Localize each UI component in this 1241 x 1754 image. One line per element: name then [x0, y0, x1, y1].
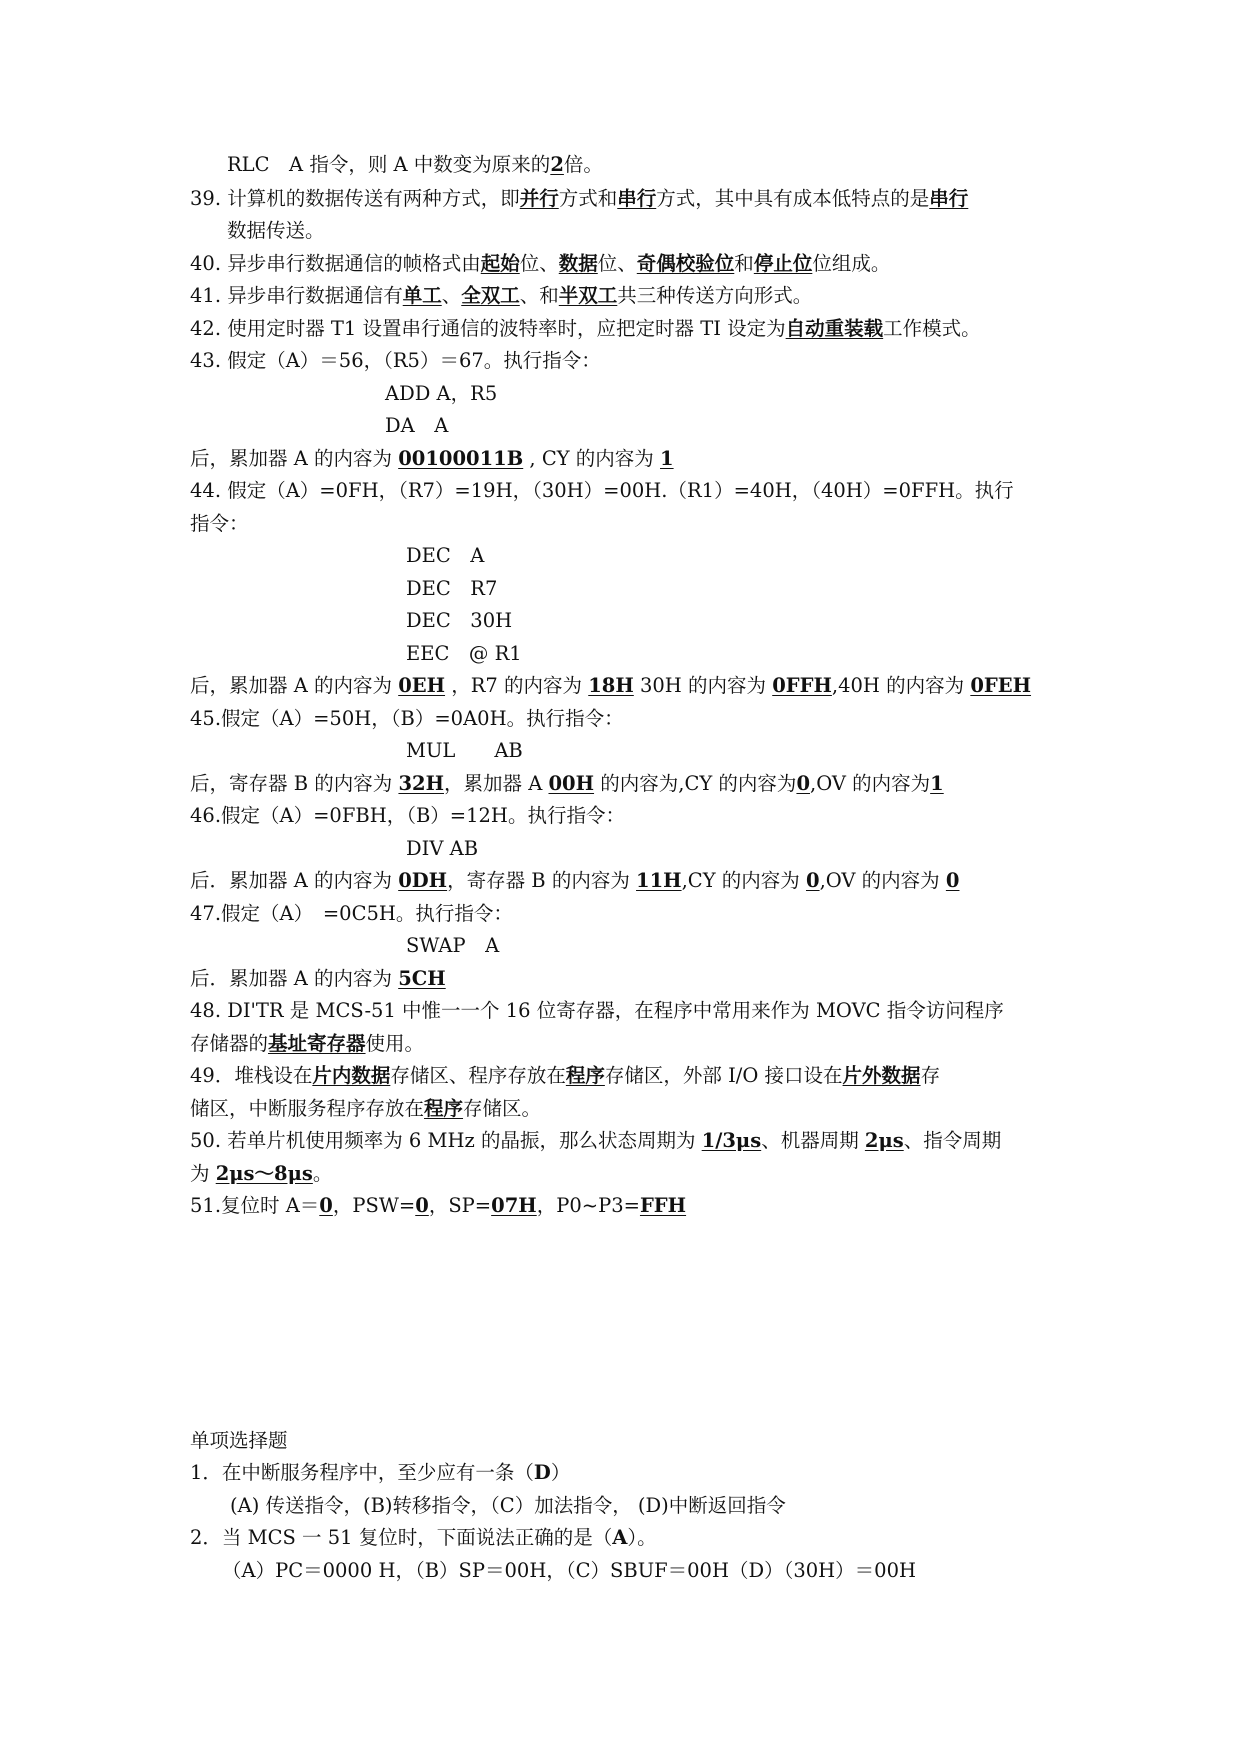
answer: A: [612, 1526, 628, 1549]
answer: 奇偶校验位: [636, 252, 735, 275]
code-line: DEC R7: [406, 577, 498, 600]
text: 后，寄存器 B 的内容为: [190, 772, 399, 795]
question-46: 46.假定（A）=0FBH，（B）=12H。执行指令：: [190, 804, 625, 827]
question-40: [190, 251, 890, 277]
text: 和: [734, 252, 754, 275]
answer: 0: [415, 1194, 429, 1217]
answer: 07H: [491, 1194, 537, 1217]
question-50-cont: [190, 1161, 332, 1187]
answer: 0: [319, 1194, 333, 1217]
text: 方式和: [558, 187, 618, 210]
code-line: ADD A，R5: [385, 382, 498, 405]
question-47: 47.假定（A） =0C5H。执行指令：: [190, 902, 513, 925]
text: 存储区，外部 I/O 接口设在: [604, 1064, 843, 1087]
answer: 32H: [398, 772, 444, 795]
answer: 0FEH: [970, 674, 1032, 697]
answer: 0: [805, 869, 820, 892]
question-49-cont: [190, 1096, 541, 1122]
text: ,OV 的内容为: [819, 869, 946, 892]
rlc-line: [227, 152, 603, 178]
text: 后，累加器 A 的内容为: [190, 447, 399, 470]
text: 共三种传送方向形式。: [617, 284, 813, 307]
text: 、指令周期: [903, 1129, 1002, 1152]
text: ，PSW=: [332, 1194, 416, 1217]
text: RLC A 指令，则 A 中数变为原来的: [227, 153, 551, 176]
text: 位、: [597, 252, 637, 275]
answer: 5CH: [398, 967, 446, 990]
text: 存储区。: [463, 1097, 542, 1120]
text: 2．当 MCS 一 51 复位时，下面说法正确的是（: [190, 1526, 613, 1549]
text: 储区，中断服务程序存放在: [190, 1097, 425, 1120]
text: 位、: [519, 252, 559, 275]
question-44: 44. 假定（A）=0FH，（R7）=19H，（30H）=00H.（R1）=40H，（40H）=0FFH。执行: [190, 479, 1014, 502]
text: 42. 使用定时器 T1 设置串行通信的波特率时，应把定时器 TI 设定为: [190, 317, 786, 340]
question-43: 43. 假定（A）＝56，（R5）＝67。执行指令：: [190, 349, 601, 372]
answer: 1/3μs: [701, 1129, 762, 1152]
answer: 并行: [519, 187, 559, 210]
text: 存储器的: [190, 1032, 269, 1055]
text: 后，累加器 A 的内容为: [190, 674, 399, 697]
answer: 程序: [565, 1064, 605, 1087]
answer: 00100011B: [398, 447, 524, 470]
question-39: [190, 186, 968, 212]
answer: 0DH: [398, 869, 448, 892]
text: 39. 计算机的数据传送有两种方式，即: [190, 187, 520, 210]
answer: 18H: [588, 674, 634, 697]
answer: 0FFH: [772, 674, 832, 697]
text: 49．堆栈设在: [190, 1064, 313, 1087]
code-line: DEC 30H: [406, 609, 513, 632]
question-45: 45.假定（A）=50H，（B）=0A0H。执行指令：: [190, 707, 624, 730]
code-line: SWAP A: [406, 934, 500, 957]
answer: 2μs: [864, 1129, 904, 1152]
code-line: DEC A: [406, 544, 485, 567]
text: 的内容为,CY 的内容为: [594, 772, 797, 795]
answer: 数据: [558, 252, 598, 275]
text: ，累加器 A: [444, 772, 549, 795]
choice-options-1: (A) 传送指令，(B)转移指令，（C）加法指令， (D)中断返回指令: [230, 1494, 786, 1517]
text: ,OV 的内容为: [810, 772, 931, 795]
question-48-cont: [190, 1031, 424, 1057]
answer: D: [533, 1461, 551, 1484]
answer: 1: [930, 772, 944, 795]
code-line: MUL AB: [406, 739, 523, 762]
answer: 半双工: [558, 284, 618, 307]
text: 倍。: [563, 153, 603, 176]
text: 、机器周期: [761, 1129, 865, 1152]
text: 后．累加器 A 的内容为: [190, 869, 399, 892]
question-42: [190, 316, 981, 342]
text: ,CY 的内容为: [681, 869, 806, 892]
text: 50. 若单片机使用频率为 6 MHz 的晶振，那么状态周期为: [190, 1129, 702, 1152]
text: ，寄存器 B 的内容为: [447, 869, 637, 892]
answer: 0: [796, 772, 811, 795]
answer: 起始: [480, 252, 520, 275]
answer: 00H: [548, 772, 595, 795]
choice-question-2: [190, 1525, 657, 1551]
answer: 串行: [617, 187, 657, 210]
text: 工作模式。: [883, 317, 981, 340]
text: 41. 异步串行数据通信有: [190, 284, 403, 307]
question-44-cont: 指令：: [190, 512, 249, 535]
question-47-result: [190, 966, 446, 992]
choice-question-1: [190, 1460, 570, 1486]
text: 后．累加器 A 的内容为: [190, 967, 399, 990]
choice-options-2: （A）PC＝0000 H，（B）SP＝00H，（C）SBUF＝00H（D）（30H）＝00H: [222, 1559, 916, 1582]
code-line: EEC @ R1: [406, 642, 522, 665]
text: 51.复位时 A＝: [190, 1194, 320, 1217]
text: ）。: [627, 1526, 657, 1549]
text: ）: [550, 1461, 571, 1484]
answer: 停止位: [753, 252, 813, 275]
text: 、: [441, 284, 462, 307]
text: 使用。: [365, 1032, 425, 1055]
answer: 0EH: [398, 674, 446, 697]
answer: 11H: [636, 869, 682, 892]
text: 40. 异步串行数据通信的帧格式由: [190, 252, 481, 275]
question-45-result: [190, 771, 944, 797]
question-46-result: [190, 868, 959, 894]
text: 方式，其中具有成本低特点的是: [656, 187, 930, 210]
section-title: 单项选择题: [190, 1429, 288, 1452]
code-line: DIV AB: [406, 837, 479, 860]
answer: 自动重装载: [785, 317, 884, 340]
question-50: [190, 1128, 1001, 1154]
text: 为: [190, 1162, 216, 1185]
text: 、和: [519, 284, 559, 307]
text: 存: [920, 1064, 941, 1087]
question-39-cont: 数据传送。: [227, 219, 325, 242]
text: 30H 的内容为: [633, 674, 773, 697]
answer: 片外数据: [842, 1064, 921, 1087]
question-43-result: [190, 446, 674, 472]
text: 存储区、程序存放在: [390, 1064, 566, 1087]
text: ，P0~P3=: [536, 1194, 640, 1217]
text: 。: [312, 1162, 333, 1185]
answer: 串行: [929, 187, 969, 210]
question-49: [190, 1063, 940, 1089]
text: 1．在中断服务程序中，至少应有一条（: [190, 1461, 534, 1484]
answer: 单工: [402, 284, 442, 307]
answer: 程序: [424, 1097, 464, 1120]
text: 位组成。: [812, 252, 891, 275]
question-51: [190, 1193, 686, 1219]
answer: 片内数据: [312, 1064, 391, 1087]
question-41: [190, 283, 812, 309]
text: ，R7 的内容为: [445, 674, 589, 697]
question-48: 48. DI'TR 是 MCS-51 中惟一一个 16 位寄存器，在程序中常用来作为 MOVC 指令访问程序: [190, 999, 1004, 1022]
code-line: DA A: [385, 414, 449, 437]
text: ,40H 的内容为: [831, 674, 971, 697]
text: , CY 的内容为: [523, 447, 661, 470]
answer: 1: [660, 447, 674, 470]
answer: 0: [945, 869, 960, 892]
question-44-result: [190, 673, 1031, 699]
text: ，SP=: [428, 1194, 492, 1217]
answer: 全双工: [461, 284, 520, 307]
answer: FFH: [639, 1194, 687, 1217]
answer: 2: [550, 153, 564, 176]
answer: 基址寄存器: [268, 1032, 366, 1055]
answer: 2μs～8μs: [215, 1162, 313, 1185]
